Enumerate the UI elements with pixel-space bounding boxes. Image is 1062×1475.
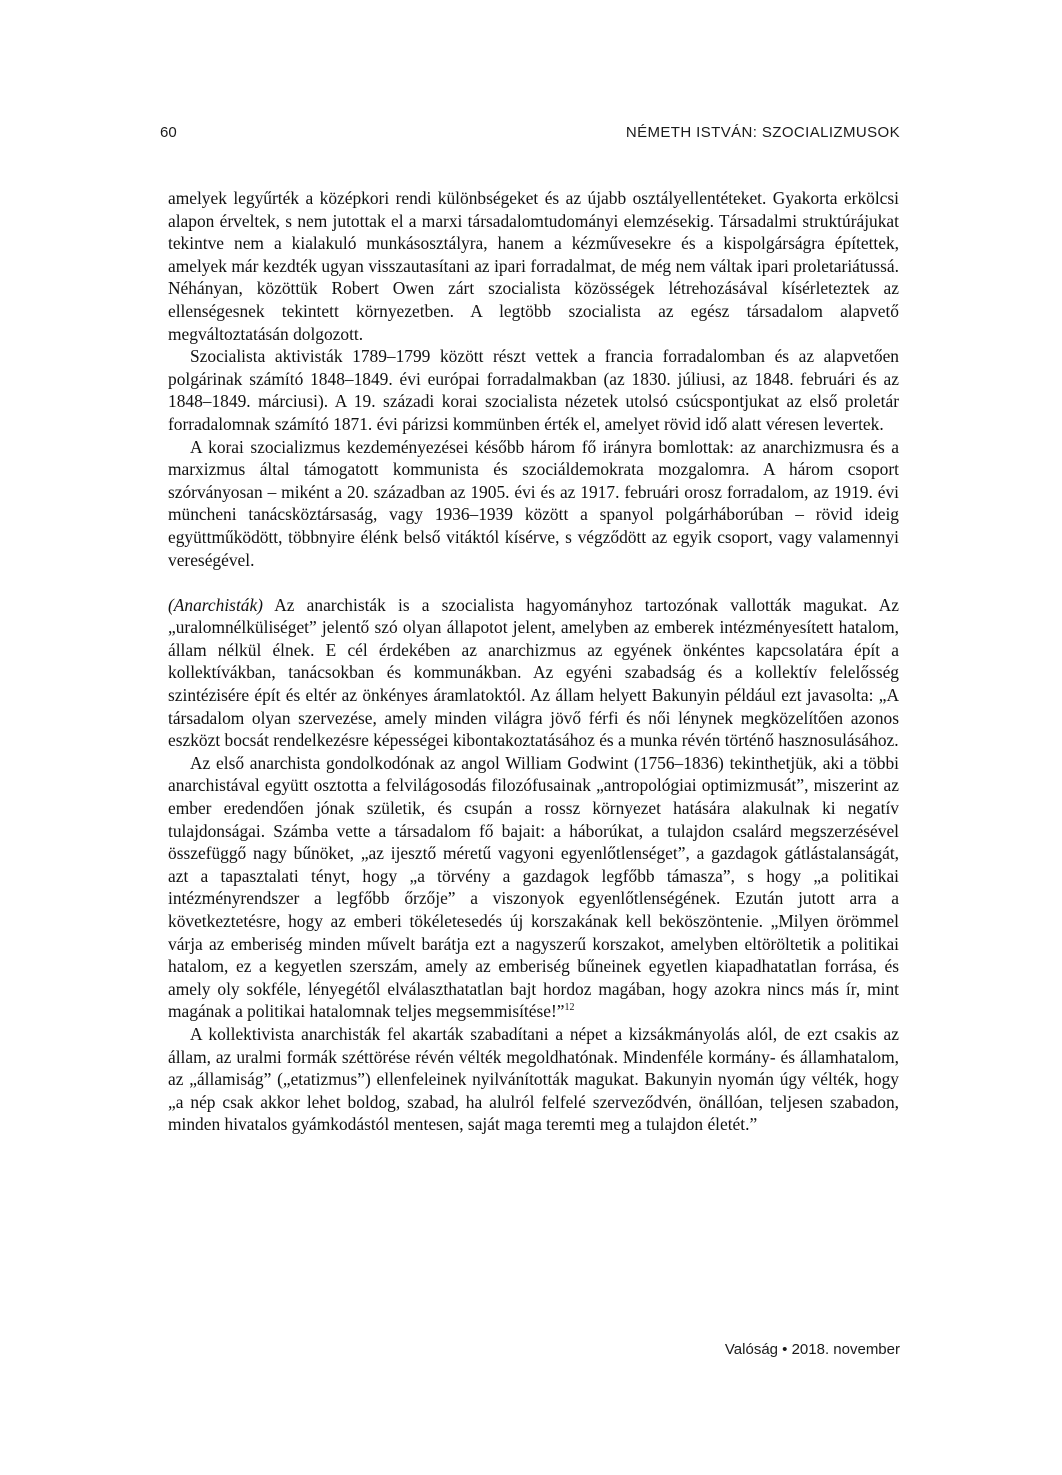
footnote-reference[interactable]: 12	[564, 1002, 575, 1014]
paragraph: A korai szocializmus kezdeményezései később három fő irányra bomlottak: az anarchizmusra és a marxizmus által támogatott kommunista és szociáldemokrata mozgalomra. A három csoport szórványosan – miként a 20. században az 1905. évi és az 1917. februári orosz forradalom, az 1919. évi müncheni tanácsköztársaság, vagy 1936–1939 között a spanyol polgárháborúban – rövid ideig együttműködött, többnyire élénk belső vitáktól kísérve, s végződött az egyik csoport, vagy valamennyi vereségével.	[168, 436, 899, 570]
paragraph	[168, 752, 899, 1023]
paragraph-text: Az első anarchista gondolkodónak az angol William Godwint (1756–1836) tekinthetjük, aki a többi anarchistával együtt osztotta a felvilágosodás filozófusainak „antropológiai optimizmusát”, miszerint az ember eredendően jónak születik, és csupán a rossz környezet hatására alakulnak ki negatív tulajdonságai. Számba vette a társadalom fő bajait: a háborúkat, a tulajdon csalárd megszerzésével összefüggő nagy bűnöket, „az ijesztő méretű vagyoni egyenlőtlenséget”, a gazdagok gátlástalanságát, azt a tapasztalati tényt, hogy „a törvény a gazdagok legfőbb támasza”, s hogy „a politikai intézményrendszer a legfőbb őrzője” a viszonyok egyenlőtlenségének. Ezután jutott arra a következtetésre, hogy az emberi tökéletesedés új korszakának kell beköszöntenie. „Milyen örömmel várja az emberiség minden művelt barátja ezt a nagyszerű korszakot, amelyben eltöröltetik a politikai hatalom, ez a kegyetlen szerszám, amely az emberiség bűneinek egyetlen kiapadhatatlan forrása, és amely oly sokféle, lényegétől elválaszthatatlan bajt hordoz magában, hogy azokra nincs más ír, mint magának a politikai hatalomnak teljes megsemmisítése!”	[168, 752, 899, 1022]
header-title: NÉMETH ISTVÁN: SZOCIALIZMUSOK	[625, 124, 900, 141]
page-number: 60	[160, 124, 177, 141]
paragraph-text: Az anarchisták is a szocialista hagyományhoz tartozónak vallották magukat. Az „uralomnélküliséget” jelentő szó olyan állapotot jelent, amelyben az emberek intézményesített hatalom, állam nélkül élnek. E cél érdekében az anarchizmus az egyének önkéntes kapcsolatára épít a kollektívákban, tanácsokban és kommunákban. Az egyéni szabadság és a kollektív felelősség szintézisére épít és eltér az önkényes áramlatoktól. Az állam helyett Bakunyin például ezt javasolta: „A társadalom olyan szervezése, amely minden világra jövő férfi és női lénynek megközelítően azonos eszközt bocsát rendelkezésre képességei kibontakoztatásához és a munka révén történő hasznosulásához.	[168, 594, 899, 751]
section-lead: (Anarchisták)	[168, 594, 263, 615]
section-paragraph-anarchists	[168, 594, 899, 752]
paragraph: A kollektivista anarchisták fel akarták szabadítani a népet a kizsákmányolás alól, de ezt csakis az állam, az uralmi formák széttörése révén vélték megoldhatónak. Mindenféle kormány- és államhatalom, az „államiság” („etatizmus”) ellenfeleinek nyilvánították magukat. Bakunyin nyomán úgy vélték, hogy „a nép csak akkor lehet boldog, szabad, ha alulról felfelé szerveződvén, önállóan, teljesen szabadon, minden hivatalos gyámkodástól mentesen, saját maga teremti meg a tulajdon életét.”	[168, 1023, 899, 1135]
paragraph: Szocialista aktivisták 1789–1799 között részt vettek a francia forradalomban és az alapvetően polgárinak számító 1848–1849. évi európai forradalmakban (az 1830. júliusi, az 1848. februári és az 1848–1849. márciusi). A 19. századi korai szocialista nézetek utolsó csúcspontjukat az első proletár forradalomnak számító 1871. évi párizsi kommünben érték el, amelyet rövid idő alatt véresen levertek.	[168, 346, 899, 434]
article-body	[168, 187, 899, 1136]
page-footer: Valóság • 2018. november	[724, 1341, 900, 1358]
running-head	[160, 124, 900, 146]
paragraph-continuation: amelyek legyűrték a középkori rendi különbségeket és az újabb osztályellentéteket. Gyakorta erkölcsi alapon érveltek, s nem jutottak el a marxi társadalomtudományi elemzésekig. Társadalmi struktúrájukat tekintve nem a kialakuló munkásosztályra, hanem a kézművesekre és a kispolgárságra építettek, amelyek már kezdték ugyan visszautasítani az ipari forradalmat, de még nem váltak ipari proletariátussá. Néhányan, közöttük Robert Owen zárt szocialista közösségek létrehozásával kísérleteztek az ellenségesnek tekintett környezetben. A legtöbb szocialista az egész társadalom alapvető megváltoztatásán dolgozott.	[168, 188, 899, 344]
